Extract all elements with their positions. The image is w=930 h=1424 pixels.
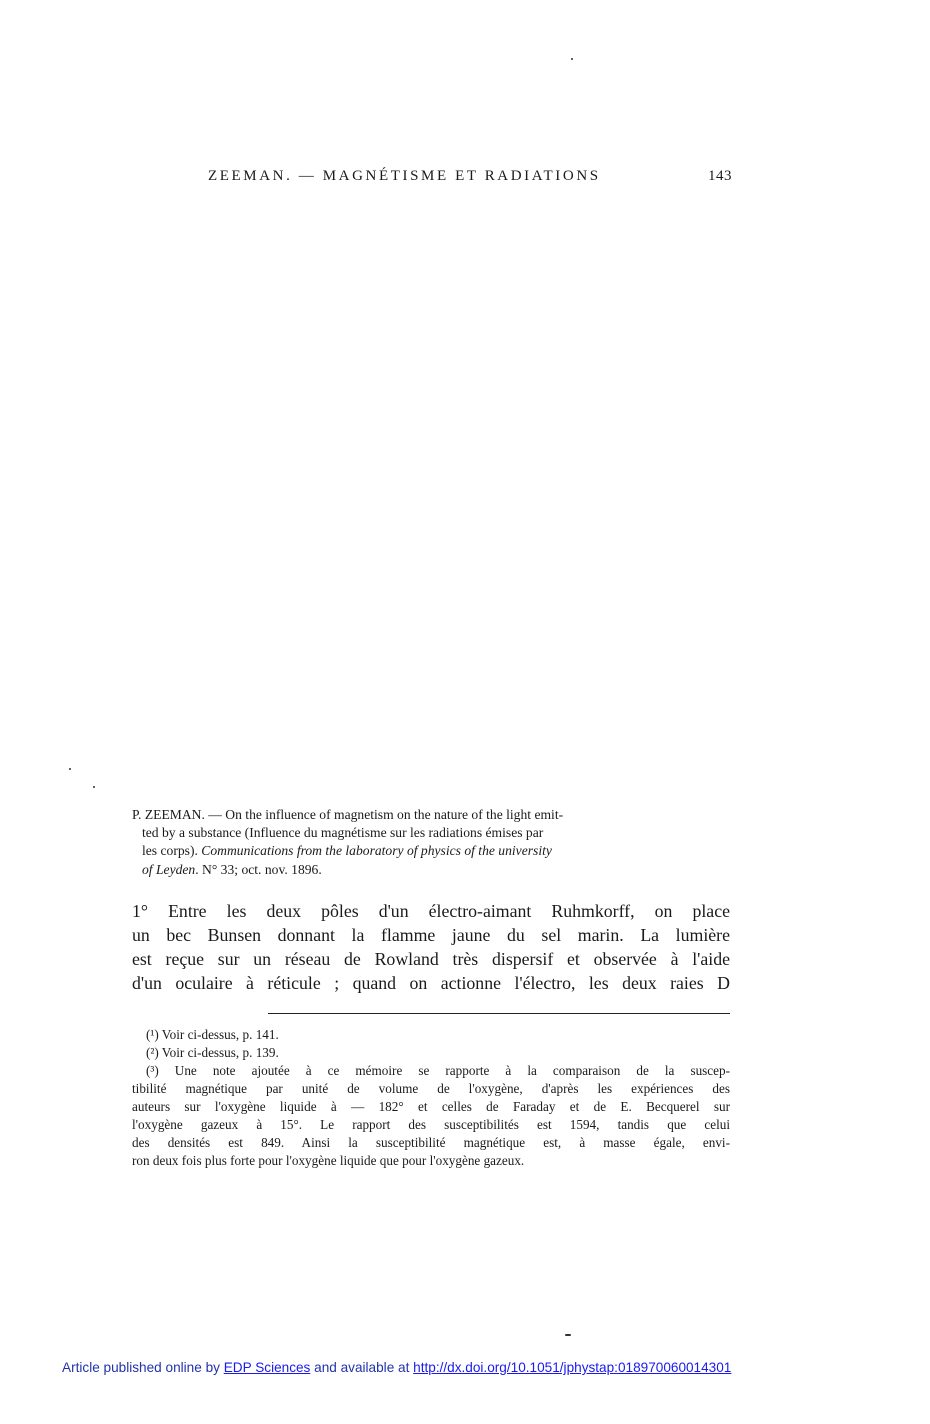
abstract-line-3-text: les corps). <box>142 843 202 859</box>
print-speck <box>565 1334 571 1336</box>
footnote-3-line: (³) Une note ajoutée à ce mémoire se rapporte à la comparaison de la suscep- <box>146 1063 730 1078</box>
body-line: est reçue sur un réseau de Rowland très dispersif et observée à l'aide <box>132 949 730 969</box>
footer-middle: and available at <box>310 1360 414 1375</box>
body-line: d'un oculaire à réticule ; quand on actionne l'électro, les deux raies D <box>132 973 730 993</box>
publication-footer <box>62 1360 731 1375</box>
footnote-3-line: auteurs sur l'oxygène liquide à — 182° et celles de Faraday et de E. Becquerel sur <box>132 1099 730 1114</box>
abstract-line-4 <box>132 861 730 879</box>
print-speck <box>93 786 95 788</box>
abstract-line-2: ted by a substance (Influence du magnétisme sur les radiations émises par <box>142 825 544 841</box>
footnote-1: (¹) Voir ci-dessus, p. 141. <box>146 1027 279 1042</box>
body-line: un bec Bunsen donnant la flamme jaune du sel marin. La lumière <box>132 925 730 945</box>
body-line: 1° Entre les deux pôles d'un électro-aimant Ruhmkorff, on place <box>132 901 730 921</box>
footnote-separator <box>268 1013 730 1014</box>
footer-prefix: Article published online by <box>62 1360 224 1375</box>
footnote-3-line: ron deux fois plus forte pour l'oxygène liquide que pour l'oxygène gazeux. <box>132 1153 525 1168</box>
abstract-issue: . N° 33; oct. nov. 1896. <box>195 861 322 877</box>
abstract-line-1 <box>132 806 730 824</box>
footnote-3-line: des densités est 849. Ainsi la susceptibilité magnétique est, à masse égale, envi- <box>132 1135 730 1150</box>
abstract-title-part-1: — On the influence of magnetism on the nature of the light emit- <box>204 807 564 822</box>
footnote-3-line: tibilité magnétique par unité de volume de l'oxygène, d'après les expériences des <box>132 1081 730 1096</box>
print-speck <box>571 58 573 60</box>
abstract-journal-place: of Leyden <box>142 861 196 877</box>
abstract-author: P. ZEEMAN. <box>132 807 205 822</box>
running-title: ZEEMAN. — MAGNÉTISME ET RADIATIONS <box>208 168 601 184</box>
footnote-3-line: l'oxygène gazeux à 15°. Le rapport des susceptibilités est 1594, tandis que celui <box>132 1117 730 1132</box>
footnotes <box>132 1026 730 1170</box>
abstract-line-3 <box>132 842 730 860</box>
doi-link[interactable]: http://dx.doi.org/10.1051/jphystap:018970060014301 <box>413 1360 732 1375</box>
running-header <box>208 168 732 188</box>
abstract-journal: Communications from the laboratory of physics of the university <box>201 843 552 859</box>
page-number: 143 <box>708 168 732 184</box>
footnote-2: (²) Voir ci-dessus, p. 139. <box>146 1045 279 1060</box>
abstract-block <box>132 806 730 879</box>
body-paragraph <box>132 899 730 995</box>
publisher-link[interactable]: EDP Sciences <box>223 1360 311 1375</box>
print-speck <box>69 768 71 770</box>
